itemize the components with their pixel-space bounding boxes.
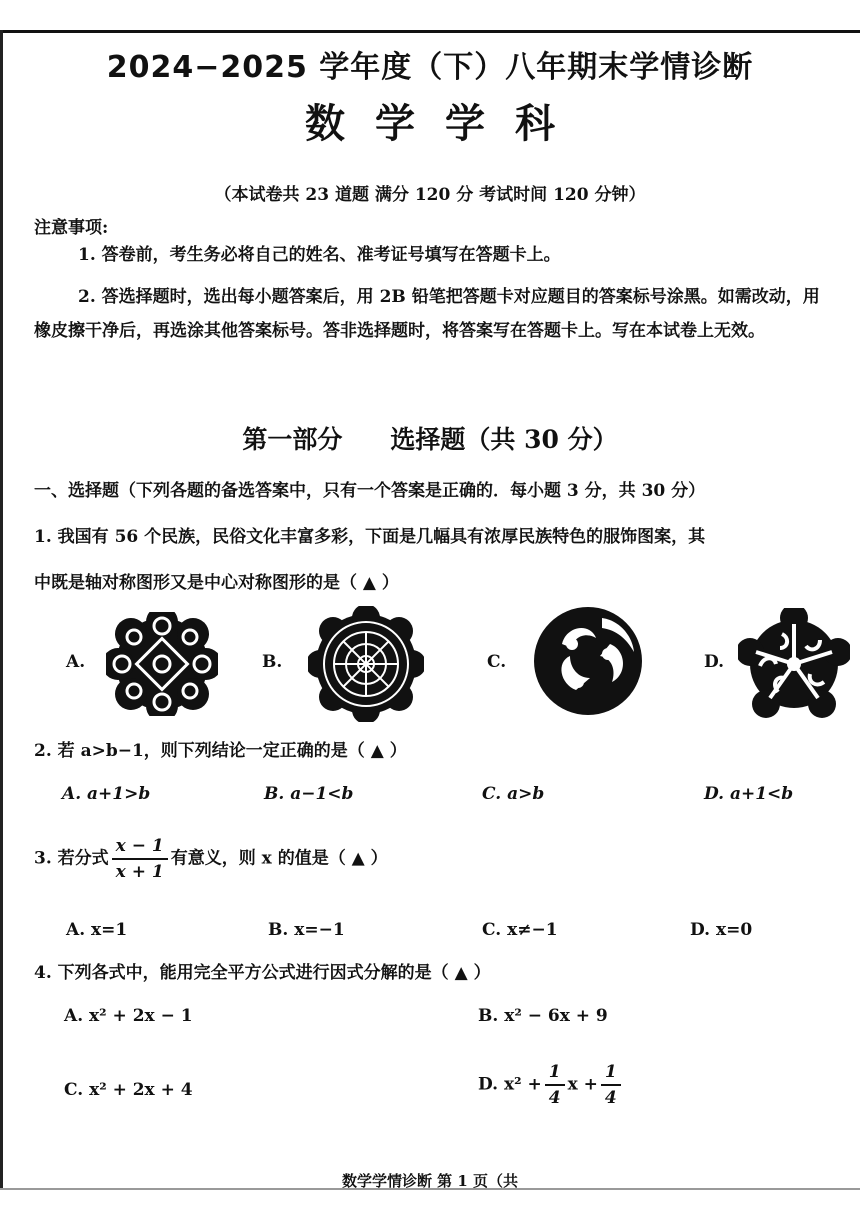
q1-option-c-label: C. [487, 652, 507, 672]
exam-info: （本试卷共 23 道题 满分 120 分 考试时间 120 分钟） [214, 185, 646, 205]
q4-d-fraction-1 [545, 1062, 565, 1108]
question-1-line-2: 中既是轴对称图形又是中心对称图形的是（ ▲ ） [34, 573, 399, 593]
flower-pattern-a-icon [106, 612, 218, 716]
page-top-border [0, 30, 860, 33]
q1-option-b-label: B. [262, 652, 283, 672]
q4-d-fraction-2-denominator: 4 [604, 1088, 617, 1108]
q2-option-d: D. a+1<b [704, 784, 794, 804]
exam-title: 2024−2025 学年度（下）八年期末学情诊断 [106, 50, 754, 85]
section-heading: 一、选择题（下列各题的备选答案中，只有一个答案是正确的．每小题 3 分，共 30 分） [34, 481, 706, 501]
q3-stem-prefix: 3. 若分式 [34, 848, 109, 869]
pinwheel-pattern-d-icon [738, 608, 850, 720]
question-2-stem: 2. 若 a>b−1，则下列结论一定正确的是（ ▲ ） [34, 741, 407, 761]
q4-option-d-prefix: D. x² + [478, 1074, 542, 1095]
q3-option-a: A. x=1 [66, 920, 128, 940]
q3-option-b: B. x=−1 [268, 920, 345, 940]
q3-fraction [112, 836, 168, 882]
page-footer: 数学学情诊断 第 1 页（共 [341, 1172, 519, 1190]
q4-d-fraction-1-denominator: 4 [548, 1088, 561, 1108]
q4-option-a: A. x² + 2x − 1 [64, 1006, 193, 1026]
notes-heading: 注意事项: [34, 218, 109, 238]
note-item-2: 2. 答选择题时，选出每小题答案后，用 2B 铅笔把答题卡对应题目的答案标号涂黑。如需改动，用橡皮擦干净后，再选涂其他答案标号。答非选择题时，将答案写在答题卡上。写在本试卷上无效。 [34, 287, 820, 341]
part-one-label: 第一部分 [242, 425, 343, 454]
swirl-pattern-c-icon [532, 604, 644, 718]
q2-option-a: A. a+1>b [62, 784, 151, 804]
q4-option-c: C. x² + 2x + 4 [64, 1080, 193, 1100]
note-item-1: 1. 答卷前，考生务必将自己的姓名、准考证号填写在答题卡上。 [78, 245, 561, 265]
q4-d-fraction-2 [601, 1062, 621, 1108]
q2-option-c: C. a>b [482, 784, 545, 804]
q3-option-d: D. x=0 [690, 920, 753, 940]
q4-option-d [478, 1062, 624, 1108]
q3-option-c: C. x≠−1 [482, 920, 558, 940]
q4-option-b: B. x² − 6x + 9 [478, 1006, 608, 1026]
q3-stem-suffix: 有意义，则 x 的值是（ ▲ ） [170, 848, 388, 869]
q1-option-d-label: D. [704, 652, 725, 672]
q1-option-a-label: A. [66, 652, 86, 672]
q3-fraction-numerator: x − 1 [112, 836, 168, 860]
medallion-pattern-b-icon [308, 606, 424, 722]
question-1-line-1: 1. 我国有 56 个民族，民俗文化丰富多彩，下面是几幅具有浓厚民族特色的服饰图案，其 [34, 527, 706, 547]
q2-option-b: B. a−1<b [264, 784, 354, 804]
q4-d-fraction-1-numerator: 1 [545, 1062, 565, 1086]
subject-title: 数学学科 [305, 101, 585, 147]
part-one-subtitle: 选择题（共 30 分） [390, 425, 618, 454]
q4-option-d-middle: x + [567, 1074, 598, 1095]
q4-d-fraction-2-numerator: 1 [601, 1062, 621, 1086]
q3-fraction-denominator: x + 1 [115, 862, 164, 882]
question-4-stem: 4. 下列各式中，能用完全平方公式进行因式分解的是（ ▲ ） [34, 963, 491, 983]
question-3-stem [34, 836, 388, 882]
part-one-title [0, 420, 860, 456]
